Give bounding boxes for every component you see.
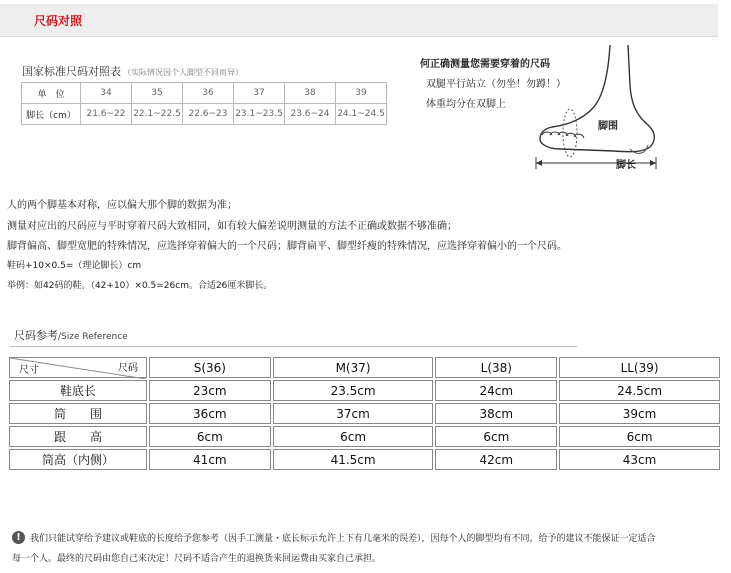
table-cell: 37cm bbox=[273, 403, 434, 424]
table-row bbox=[22, 83, 387, 104]
size-reference-title-en: /Size Reference bbox=[58, 332, 128, 342]
table-row bbox=[9, 357, 720, 378]
table-cell: 24cm bbox=[435, 380, 557, 401]
arrow-left-icon bbox=[536, 160, 542, 166]
notice-line-1: 我们只能试穿给予建议或鞋底的长度给予您参考（因手工测量・底长标示允许上下有几毫米的误差），因每个人的脚型均有不同，给予的建议不能保证一定适合 bbox=[30, 534, 656, 544]
notice-line-2: 每一个人。最终的尺码由您自己来决定！尺码不适合产生的退换货来回运费由买家自己承担。 bbox=[12, 554, 382, 564]
table-cell: 38cm bbox=[435, 403, 557, 424]
header-bar bbox=[0, 4, 718, 36]
standard-table-note: （实际情况因个人脚型不同而异） bbox=[123, 68, 243, 77]
table-row bbox=[9, 449, 720, 470]
header-title: 尺码对照 bbox=[34, 14, 83, 28]
foot-instruction-1: 双腿平行站立（勿坐！勿蹲！） bbox=[426, 79, 566, 90]
foot-instruction-title: 何正确测量您需要穿着的尺码 bbox=[420, 59, 550, 70]
size-reference-title-text: 尺码参考 bbox=[14, 329, 58, 342]
table-cell: 6cm bbox=[149, 426, 271, 447]
table-cell: 21.6~22 bbox=[81, 104, 132, 125]
table-cell: 35 bbox=[132, 83, 183, 104]
table-cell: 24.1~24.5 bbox=[336, 104, 387, 125]
size-column-header: S(36) bbox=[149, 357, 271, 378]
standard-table-title-text: 国家标准尺码对照表 bbox=[22, 65, 121, 78]
explanation-formula: 鞋码+10×0.5=（理论脚长）cm bbox=[7, 261, 142, 271]
table-cell: 22.1~22.5 bbox=[132, 104, 183, 125]
corner-label-measure: 尺寸 bbox=[19, 365, 39, 376]
size-column-header: L(38) bbox=[435, 357, 557, 378]
table-cell: 6cm bbox=[435, 426, 557, 447]
foot-outline bbox=[540, 45, 654, 152]
exclamation-icon: ! bbox=[12, 531, 25, 544]
table-row bbox=[9, 403, 720, 424]
table-cell: 42cm bbox=[435, 449, 557, 470]
instep-label: 脚围 bbox=[598, 121, 618, 132]
header-divider bbox=[0, 36, 718, 37]
table-cell: 23.1~23.5 bbox=[234, 104, 285, 125]
table-cell: 43cm bbox=[559, 449, 720, 470]
foot-instruction-2: 体重均分在双脚上 bbox=[426, 99, 506, 110]
explanation-example: 举例：如42码的鞋。（42+10）×0.5=26cm。合适26厘米脚长。 bbox=[7, 281, 273, 291]
standard-table-title bbox=[22, 63, 243, 79]
row-label: 跟 高 bbox=[9, 426, 147, 447]
size-column-header: LL(39) bbox=[559, 357, 720, 378]
table-cell: 23cm bbox=[149, 380, 271, 401]
arrow-right-icon bbox=[650, 160, 656, 166]
table-cell: 41.5cm bbox=[273, 449, 434, 470]
table-cell: 36cm bbox=[149, 403, 271, 424]
table-header-cell: 单 位 bbox=[22, 83, 81, 104]
table-cell: 6cm bbox=[559, 426, 720, 447]
table-header-cell: 脚长（cm） bbox=[22, 104, 81, 125]
corner-header-cell bbox=[9, 357, 147, 378]
table-cell: 6cm bbox=[273, 426, 434, 447]
table-cell: 22.6~23 bbox=[183, 104, 234, 125]
row-label: 筒 围 bbox=[9, 403, 147, 424]
table-row bbox=[9, 380, 720, 401]
explanation-line-2: 测量对应出的尺码应与平时穿着尺码大致相同，如有较大偏差说明测量的方法不正确或数据不够准确； bbox=[7, 221, 457, 232]
table-cell: 37 bbox=[234, 83, 285, 104]
table-cell: 24.5cm bbox=[559, 380, 720, 401]
size-reference-table bbox=[7, 355, 722, 472]
size-reference-divider bbox=[10, 346, 577, 347]
foot-illustration bbox=[530, 45, 700, 180]
table-cell: 36 bbox=[183, 83, 234, 104]
table-cell: 39 bbox=[336, 83, 387, 104]
row-label: 筒高（内侧） bbox=[9, 449, 147, 470]
table-cell: 39cm bbox=[559, 403, 720, 424]
row-label: 鞋底长 bbox=[9, 380, 147, 401]
table-row bbox=[22, 104, 387, 125]
table-cell: 23.5cm bbox=[273, 380, 434, 401]
explanation-line-3: 脚背偏高、脚型宽肥的特殊情况，应选择穿着偏大的一个尺码；脚背扁平、脚型纤瘦的特殊情况，应选择穿着偏小的一个尺码。 bbox=[7, 241, 567, 252]
corner-label-size: 尺码 bbox=[118, 363, 138, 374]
explanation-line-1: 人的两个脚基本对称，应以偏大那个脚的数据为准； bbox=[7, 200, 237, 211]
table-cell: 38 bbox=[285, 83, 336, 104]
table-cell: 41cm bbox=[149, 449, 271, 470]
table-row bbox=[9, 426, 720, 447]
standard-size-table bbox=[21, 82, 387, 125]
size-reference-title bbox=[14, 327, 128, 343]
table-cell: 34 bbox=[81, 83, 132, 104]
size-column-header: M(37) bbox=[273, 357, 434, 378]
foot-length-label: 脚长 bbox=[616, 160, 636, 171]
table-cell: 23.6~24 bbox=[285, 104, 336, 125]
